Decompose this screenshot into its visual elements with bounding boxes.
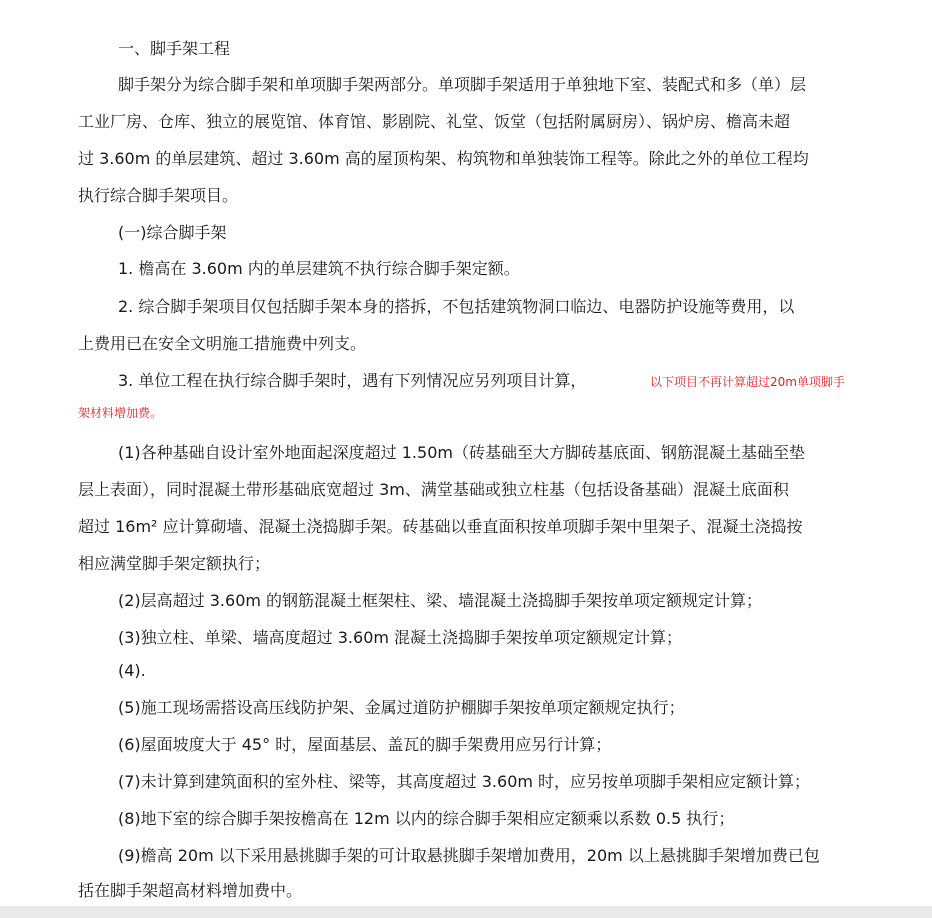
- sub-item-4: (4).: [118, 661, 146, 680]
- sub-item-1-line: (1)各种基础自设计室外地面起深度超过 1.50m（砖基础至大方脚砖基底面、钢筋混凝土基础至垫: [118, 443, 805, 462]
- subheading: (一)综合脚手架: [118, 223, 227, 242]
- sub-item-9-line: 括在脚手架超高材料增加费中。: [78, 881, 303, 900]
- sub-item-1-line: 相应满堂脚手架定额执行；: [78, 554, 271, 573]
- clause-1: 1. 檐高在 3.60m 内的单层建筑不执行综合脚手架定额。: [118, 259, 520, 278]
- section-heading: 一、脚手架工程: [118, 39, 231, 58]
- clause-2-line: 上费用已在安全文明施工措施费中列支。: [78, 334, 367, 353]
- page-bottom-edge: [0, 906, 932, 918]
- sub-item-6: (6)屋面坡度大于 45° 时，屋面基层、盖瓦的脚手架费用应另行计算；: [118, 735, 612, 754]
- sub-item-5: (5)施工现场需搭设高压线防护架、金属过道防护棚脚手架按单项定额规定执行；: [118, 698, 685, 717]
- intro-line: 工业厂房、仓库、独立的展览馆、体育馆、影剧院、礼堂、饭堂（包括附属厨房）、锅炉房、檐高未超: [78, 112, 791, 131]
- clause-2-line: 2. 综合脚手架项目仅包括脚手架本身的搭拆，不包括建筑物洞口临边、电器防护设施等费用，以: [118, 297, 795, 316]
- sub-item-2: (2)层高超过 3.60m 的钢筋混凝土框架柱、梁、墙混凝土浇捣脚手架按单项定额规定计算；: [118, 591, 763, 610]
- red-annotation-line: 以下项目不再计算超过20m单项脚手: [650, 375, 845, 389]
- sub-item-1-line: 超过 16m² 应计算砌墙、混凝土浇捣脚手架。砖基础以垂直面积按单项脚手架中里架子、混凝土浇捣按: [78, 517, 803, 536]
- intro-line: 过 3.60m 的单层建筑、超过 3.60m 高的屋顶构架、构筑物和单独装饰工程等。除此之外的单位工程均: [78, 149, 809, 168]
- sub-item-9-line: (9)檐高 20m 以下采用悬挑脚手架的可计取悬挑脚手架增加费用，20m 以上悬挑脚手架增加费已包: [118, 846, 820, 865]
- sub-item-8: (8)地下室的综合脚手架按檐高在 12m 以内的综合脚手架相应定额乘以系数 0.5 执行；: [118, 809, 735, 828]
- intro-line: 脚手架分为综合脚手架和单项脚手架两部分。单项脚手架适用于单独地下室、装配式和多（单）层: [118, 75, 807, 94]
- intro-line: 执行综合脚手架项目。: [78, 186, 239, 205]
- clause-3: 3. 单位工程在执行综合脚手架时，遇有下列情况应另列项目计算，: [118, 371, 587, 390]
- sub-item-1-line: 层上表面），同时混凝土带形基础底宽超过 3m、满堂基础或独立柱基（包括设备基础）混凝土底面积: [78, 480, 789, 499]
- red-annotation-line: 架材料增加费。: [78, 406, 163, 420]
- sub-item-3: (3)独立柱、单梁、墙高度超过 3.60m 混凝土浇捣脚手架按单项定额规定计算；: [118, 628, 683, 647]
- sub-item-7: (7)未计算到建筑面积的室外柱、梁等，其高度超过 3.60m 时，应另按单项脚手架相应定额计算；: [118, 772, 811, 791]
